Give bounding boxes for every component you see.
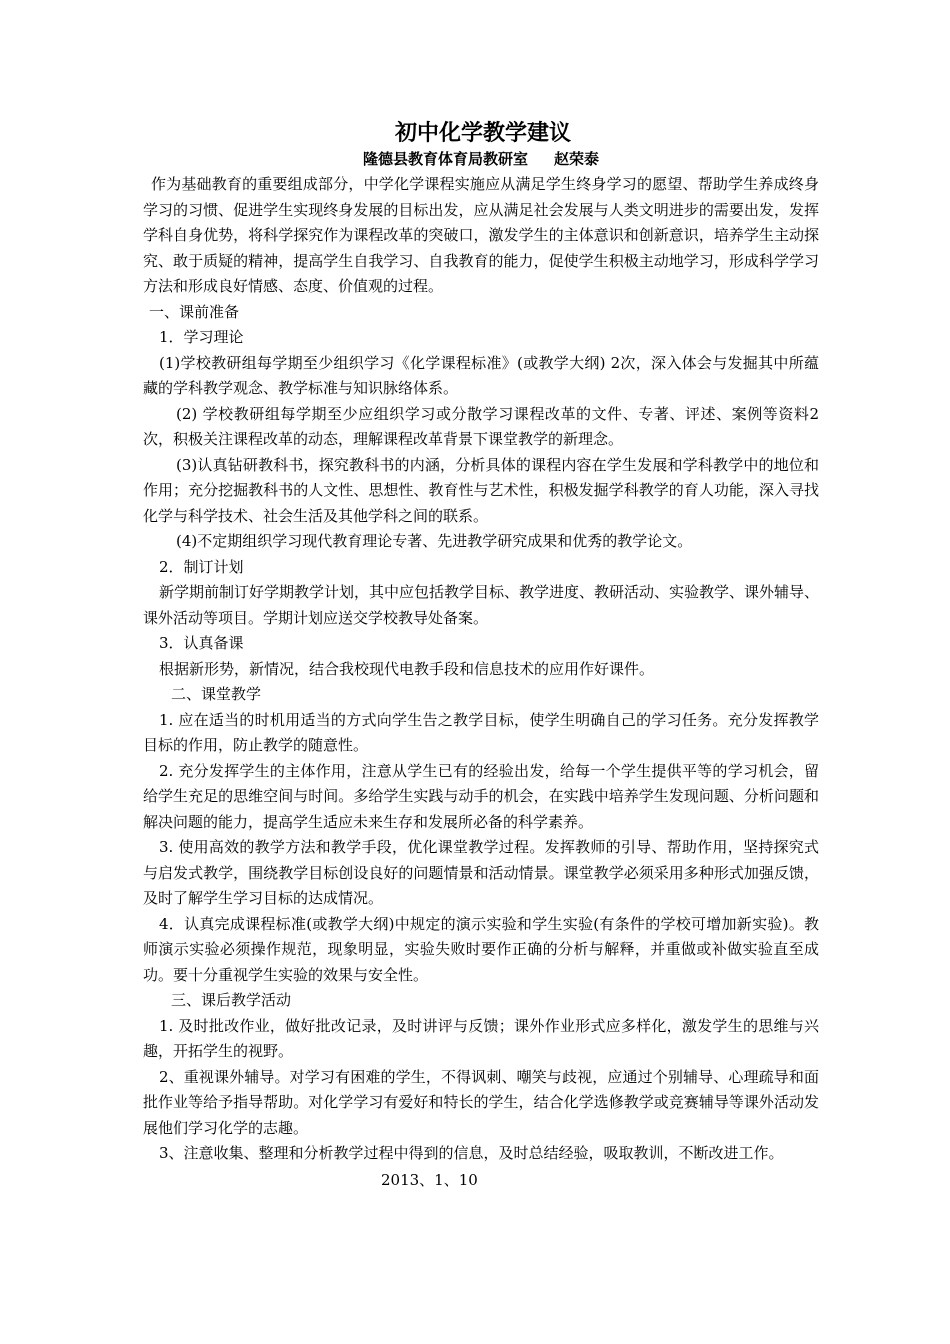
subsection-heading-plan: 2．制订计划 [159, 557, 244, 576]
intro-paragraph: 作为基础教育的重要组成部分，中学化学课程实施应从满足学生终身学习的愿望、帮助学生养成终身学习的习惯、促进学生实现终身发展的目标出发，应从满足社会发展与人类文明进步的需要出发，发挥学科自身优势，将科学探究作为课程改革的突破口，激发学生的主体意识和创新意识，培养学生主动探究、敢于质疑的精神，提高学生自我学习、自我教育的能力，促使学生积极主动地学习，形成科学学习方法和形成良好情感、态度、价值观的过程。 [143, 175, 819, 295]
paragraph-classroom-2: 2. 充分发挥学生的主体作用，注意从学生已有的经验出发，给每一个学生提供平等的学习机会，留给学生充足的思维空间与时间。多给学生实践与动手的机会，在实践中培养学生发现问题、分析问题和解决问题的能力，提高学生适应未来生存和发展所必备的科学素养。 [143, 761, 819, 831]
subsection-heading-study-theory: 1．学习理论 [159, 328, 244, 346]
section-heading-pre-class: 一、课前准备 [149, 302, 240, 321]
paragraph-study-2: (2) 学校教研组每学期至少应组织学习或分散学习课程改革的文件、专著、评述、案例等资料2次，积极关注课程改革的动态，理解课程改革背景下课堂教学的新理念。 [143, 404, 819, 448]
paragraph-after-class-2: 2、重视课外辅导。对学习有困难的学生，不得讽刺、嘲笑与歧视，应通过个别辅导、心理疏导和面批作业等给予指导帮助。对化学学习有爱好和特长的学生，结合化学选修教学或竞赛辅导等课外活动发展他们学习化学的志趣。 [143, 1067, 819, 1137]
paragraph-after-class-3: 3、注意收集、整理和分析教学过程中得到的信息，及时总结经验，吸取教训，不断改进工作。 [159, 1144, 784, 1162]
paragraph-classroom-1: 1. 应在适当的时机用适当的方式向学生告之教学目标，使学生明确自己的学习任务。充分发挥教学目标的作用，防止教学的随意性。 [143, 710, 819, 754]
paragraph-classroom-3: 3. 使用高效的教学方法和教学手段，优化课堂教学过程。发挥教师的引导、帮助作用，坚持探究式与启发式教学，围绕教学目标创设良好的问题情景和活动情景。课堂教学必须采用多种形式加强反馈，及时了解学生学习目标的达成情况。 [143, 838, 819, 907]
paragraph-study-1: (1)学校教研组每学期至少组织学习《化学课程标准》(或教学大纲) 2次，深入体会与发掘其中所蕴藏的学科教学观念、教学标准与知识脉络体系。 [143, 353, 819, 397]
subsection-heading-prepare: 3．认真备课 [159, 634, 244, 652]
document-body [143, 118, 819, 1193]
paragraph-plan: 新学期前制订好学期教学计划，其中应包括教学目标、教学进度、教研活动、实验教学、课外辅导、课外活动等项目。学期计划应送交学校教导处备案。 [143, 583, 820, 627]
document-author: 隆德县教育体育局教研室 赵荣泰 [362, 150, 600, 168]
document-title: 初中化学教学建议 [394, 120, 571, 146]
paragraph-prepare: 根据新形势，新情况，结合我校现代电教手段和信息技术的应用作好课件。 [159, 659, 655, 678]
paragraph-study-3: (3)认真钻研教科书，探究教科书的内涵，分析具体的课程内容在学生发展和学科教学中的地位和作用；充分挖掘教科书的人文性、思想性、教育性与艺术性，积极发掘学科教学的育人功能，深入寻找化学与科学技术、社会生活及其他学科之间的联系。 [143, 455, 819, 525]
section-heading-after-class: 三、课后教学活动 [171, 991, 292, 1009]
document-date: 2013、1、10 [381, 1170, 478, 1189]
paragraph-study-4: (4)不定期组织学习现代教育理论专著、先进教学研究成果和优秀的教学论文。 [176, 532, 693, 550]
paragraph-classroom-4: 4．认真完成课程标准(或教学大纲)中规定的演示实验和学生实验(有条件的学校可增加新实验)。教师演示实验必须操作规范，现象明显，实验失败时要作正确的分析与解释，并重做或补做实验直至成功。要十分重视学生实验的效果与安全性。 [143, 914, 819, 984]
paragraph-after-class-1: 1. 及时批改作业，做好批改记录，及时讲评与反馈；课外作业形式应多样化，激发学生的思维与兴趣，开拓学生的视野。 [143, 1016, 819, 1060]
section-heading-classroom: 二、课堂教学 [171, 685, 262, 703]
